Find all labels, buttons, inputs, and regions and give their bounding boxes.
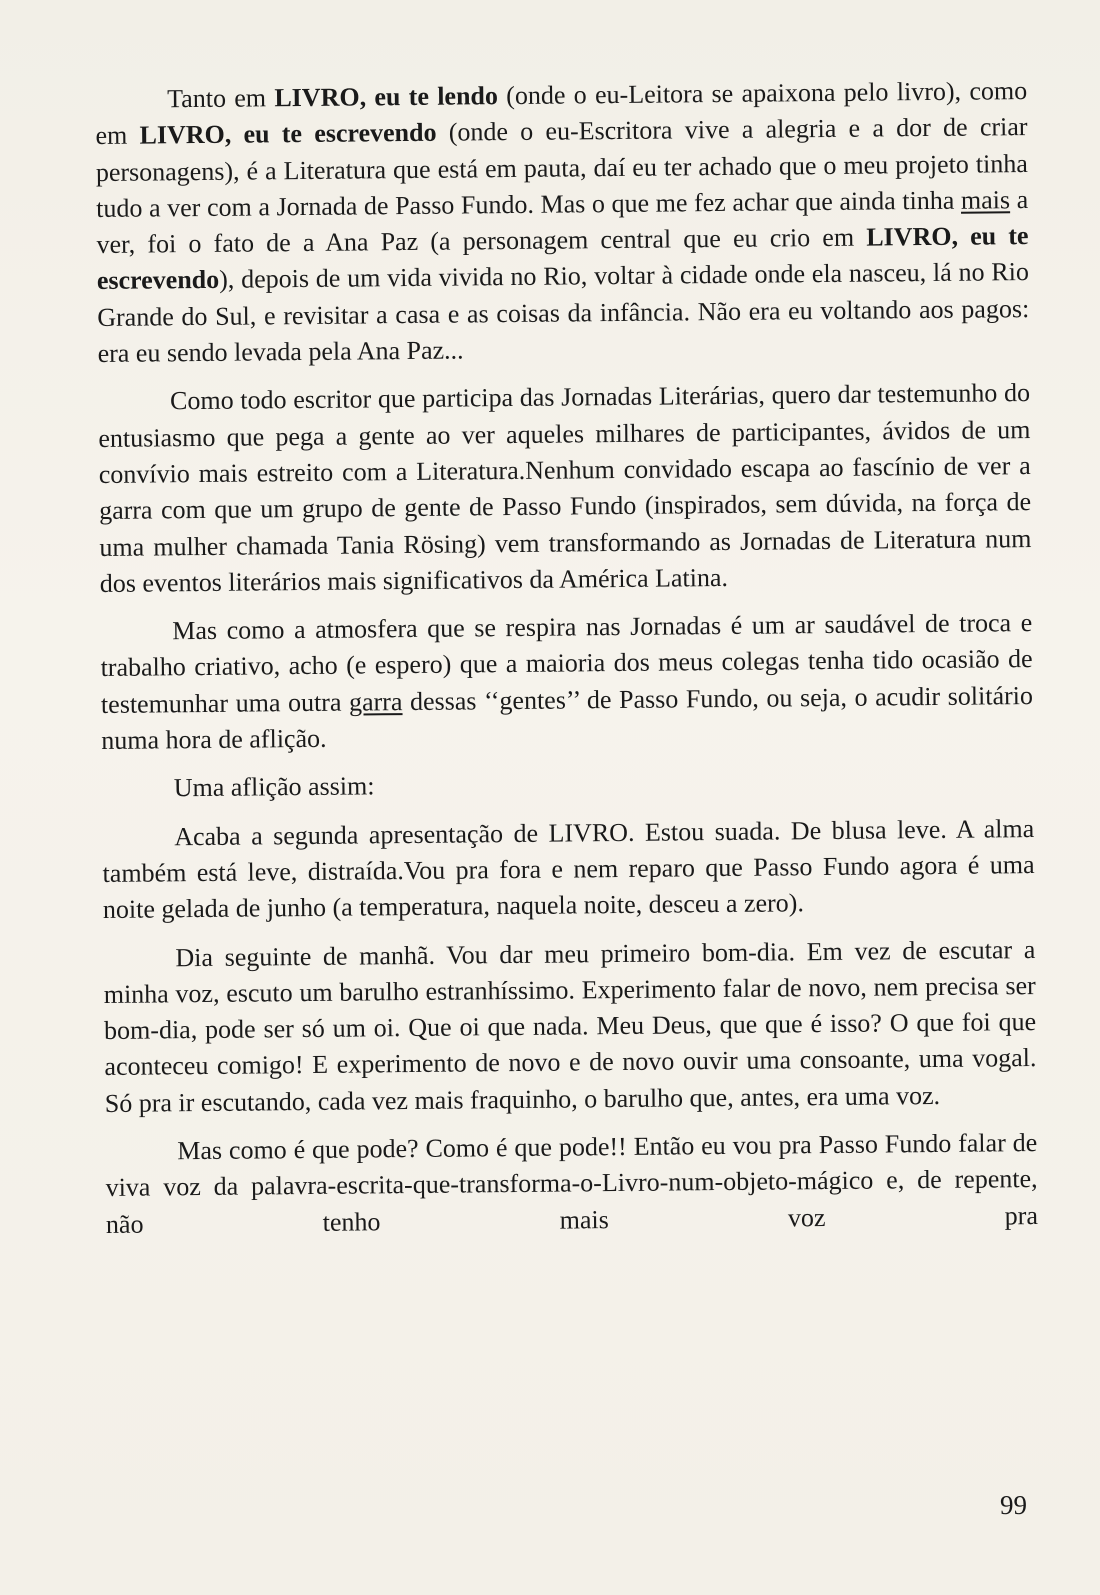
paragraph: [100, 605, 1033, 759]
text-run: (onde o eu-Leitora se apaixona pelo livro), como em: [95, 76, 1028, 151]
page-number: 99: [1000, 1490, 1027, 1520]
bold-title-run: LIVRO, eu te escrevendo: [139, 118, 437, 150]
underlined-run: mais: [960, 185, 1011, 215]
text-run: Dia seguinte de manhã. Vou dar meu primeiro bom-dia. Em vez de escutar a minha voz, escuto um barulho estranhíssimo. Experimento falar de novo, nem precisa ser bom-dia, pode ser só um oi. Que oi que nada. Meu Deus, que que é isso? O que foi que aconteceu comigo! E experimento de novo e de novo ouvir uma consoante, uma vogal. Só pra ir escutando, cada vez mais fraquinho, o barulho que, antes, era uma voz.: [103, 934, 1037, 1118]
underlined-run: garra: [348, 686, 403, 717]
text-run: dessas ‘‘gentes’’ de Passo Fundo, ou seja, o acudir solitário numa hora de aflição.: [101, 680, 1034, 756]
text-run: a ver, foi o fato de a Ana Paz (a personagem central que eu crio em: [96, 184, 1029, 260]
paragraph: [103, 932, 1037, 1122]
paragraph: [102, 811, 1035, 929]
bold-title-run: LIVRO, eu te escrevendo: [96, 221, 1029, 296]
bold-title-run: LIVRO, eu te lendo: [274, 81, 499, 113]
text-run: Uma aflição assim:: [173, 771, 375, 803]
body-text: [95, 73, 1038, 1255]
paragraph: [102, 762, 1034, 807]
text-run: Mas como a atmosfera que se respira nas Jornadas é um ar saudável de troca e trabalho criativo, acho (e espero) que a maioria dos meus colegas tenha tido ocasião de testemunhar uma outra: [100, 608, 1033, 719]
text-run: Tanto em: [167, 83, 275, 114]
text-run: Acaba a segunda apresentação de LIVRO. Estou suada. De blusa leve. A alma também está leve, distraída.Vou pra fora e nem reparo que Passo Fundo agora é uma noite gelada de junho (a temperatura, naquela noite, desceu a zero).: [102, 813, 1035, 925]
text-run: Mas como é que pode? Como é que pode!! Então eu vou pra Passo Fundo falar de viva voz da palavra-escrita-que-transforma-o-Livro-num-objeto-mágico e, de repente, não tenho mais voz pra: [105, 1128, 1039, 1239]
paragraph: [105, 1125, 1038, 1243]
text-run: Como todo escritor que participa das Jornadas Literárias, quero dar testemunho do entusiasmo que pega a gente ao ver aqueles milhares de participantes, ávidos de um convívio mais estreito com a Literatura.Nenhum convidado escapa ao fascínio de ver a garra com que um grupo de gente de Passo Fundo (inspirados, sem dúvida, na força de uma mulher chamada Tania Rösing) vem transformando as Jornadas de Literatura num dos eventos literários mais significativos da América Latina.: [98, 378, 1032, 598]
paragraph: [98, 375, 1032, 602]
text-run: (onde o eu-Escritora vive a alegria e a dor de criar personagens), é a Literatura que está em pauta, daí eu ter achado que o meu projeto tinha tudo a ver com a Jornada de Passo Fundo. Mas o que me fez achar que ainda tinha: [95, 112, 1028, 223]
text-run: ), depois de um vida vivida no Rio, voltar à cidade onde ela nasceu, lá no Rio Grande do Sul, e revisitar a casa e as coisas da infância. Não era eu voltando aos pagos: era eu sendo levada pela Ana Paz...: [97, 257, 1030, 369]
paragraph: [95, 73, 1030, 372]
